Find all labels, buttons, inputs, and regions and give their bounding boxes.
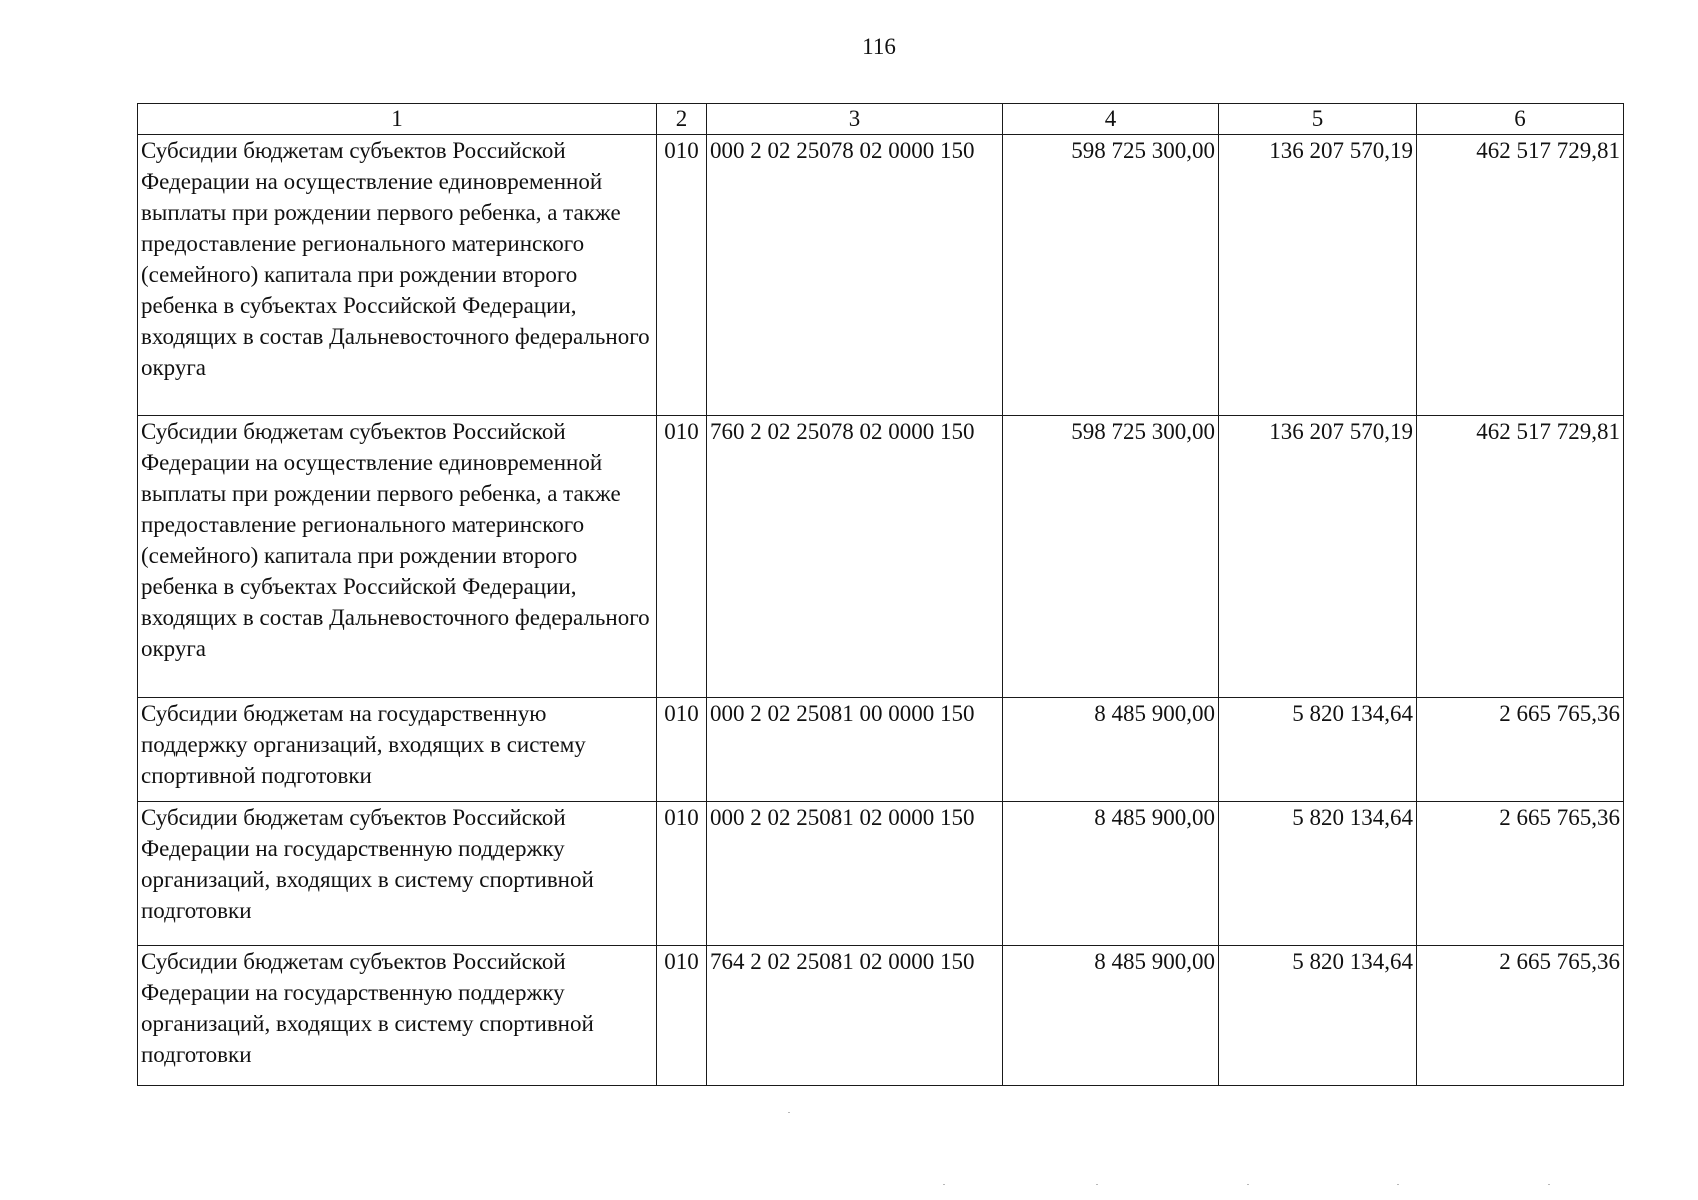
row-name: Субсидии бюджетам субъектов Российской Федерации на государственную поддержку организаций, входящих в систему спортивной подготовки xyxy=(138,946,657,1086)
table-row xyxy=(138,135,1624,416)
row-classification-code: 764 2 02 25081 02 0000 150 xyxy=(707,946,1003,1086)
row-value-col5: 5 820 134,64 xyxy=(1219,946,1417,1086)
row-classification-code: 000 2 02 25081 00 0000 150 xyxy=(707,698,1003,802)
row-admin-code: 010 xyxy=(657,135,707,416)
scan-speck xyxy=(1247,1184,1249,1185)
row-value-col4: 598 725 300,00 xyxy=(1003,416,1219,698)
row-value-col6: 2 665 765,36 xyxy=(1417,698,1624,802)
row-value-col4: 598 725 300,00 xyxy=(1003,135,1219,416)
column-header-4: 4 xyxy=(1003,104,1219,135)
row-value-col5: 136 207 570,19 xyxy=(1219,135,1417,416)
row-value-col6: 2 665 765,36 xyxy=(1417,946,1624,1086)
row-name: Субсидии бюджетам субъектов Российской Федерации на государственную поддержку организаций, входящих в систему спортивной подготовки xyxy=(138,802,657,946)
row-value-col6: 462 517 729,81 xyxy=(1417,416,1624,698)
table-row xyxy=(138,698,1624,802)
row-admin-code: 010 xyxy=(657,416,707,698)
table-row xyxy=(138,946,1624,1086)
scan-speck xyxy=(943,1184,945,1185)
row-value-col6: 462 517 729,81 xyxy=(1417,135,1624,416)
row-value-col5: 5 820 134,64 xyxy=(1219,802,1417,946)
row-name: Субсидии бюджетам на государственную поддержку организаций, входящих в систему спортивной подготовки xyxy=(138,698,657,802)
row-admin-code: 010 xyxy=(657,802,707,946)
column-header-1: 1 xyxy=(138,104,657,135)
row-name: Субсидии бюджетам субъектов Российской Федерации на осуществление единовременной выплаты при рождении первого ребенка, а также предоставление регионального материнского (семейного) капитала при рождении второго ребенка в субъектах Российской Федерации, входящих в состав Дальневосточного федерального округа xyxy=(138,416,657,698)
budget-table xyxy=(137,103,1624,1086)
table-header-row xyxy=(138,104,1624,135)
row-classification-code: 000 2 02 25081 02 0000 150 xyxy=(707,802,1003,946)
row-admin-code: 010 xyxy=(657,698,707,802)
row-value-col6: 2 665 765,36 xyxy=(1417,802,1624,946)
row-value-col4: 8 485 900,00 xyxy=(1003,802,1219,946)
column-header-2: 2 xyxy=(657,104,707,135)
scan-speck xyxy=(1548,1184,1550,1185)
scan-speck xyxy=(1397,1184,1399,1185)
table-row xyxy=(138,416,1624,698)
scan-speck xyxy=(1096,1184,1098,1185)
row-classification-code: 000 2 02 25078 02 0000 150 xyxy=(707,135,1003,416)
table-row xyxy=(138,802,1624,946)
scan-speck xyxy=(788,1112,790,1113)
page-number: 116 xyxy=(862,34,896,59)
row-value-col5: 5 820 134,64 xyxy=(1219,698,1417,802)
row-value-col4: 8 485 900,00 xyxy=(1003,698,1219,802)
column-header-6: 6 xyxy=(1417,104,1624,135)
column-header-3: 3 xyxy=(707,104,1003,135)
row-name: Субсидии бюджетам субъектов Российской Федерации на осуществление единовременной выплаты при рождении первого ребенка, а также предоставление регионального материнского (семейного) капитала при рождении второго ребенка в субъектах Российской Федерации, входящих в состав Дальневосточного федерального округа xyxy=(138,135,657,416)
row-classification-code: 760 2 02 25078 02 0000 150 xyxy=(707,416,1003,698)
row-value-col5: 136 207 570,19 xyxy=(1219,416,1417,698)
column-header-5: 5 xyxy=(1219,104,1417,135)
row-value-col4: 8 485 900,00 xyxy=(1003,946,1219,1086)
row-admin-code: 010 xyxy=(657,946,707,1086)
